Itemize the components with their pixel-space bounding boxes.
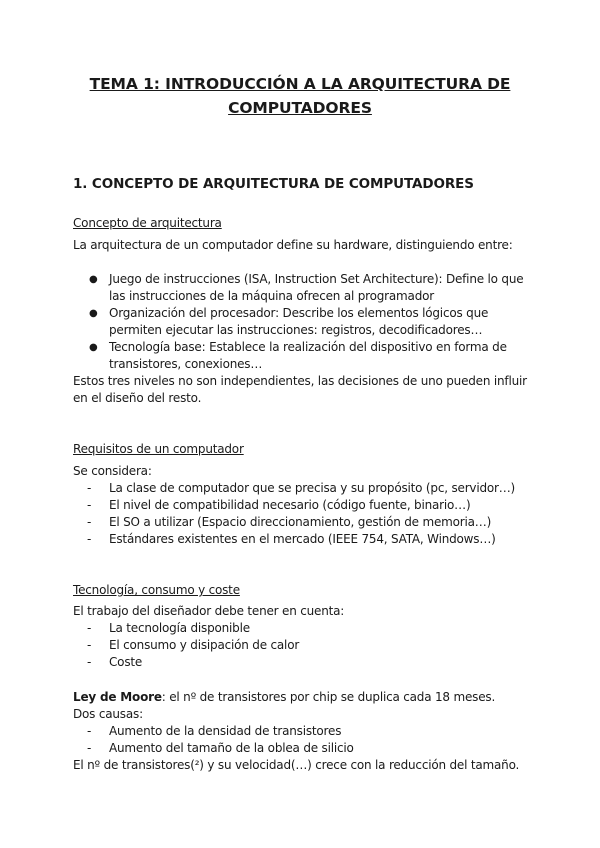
dash-icon: -	[87, 498, 92, 512]
dash-icon: -	[87, 621, 92, 635]
subsection-title-concepto: Concepto de arquitectura	[73, 216, 222, 230]
tecnologia-intro: El trabajo del diseñador debe tener en cuenta:	[73, 604, 345, 618]
list-item: - Aumento del tamaño de la oblea de silicio	[87, 741, 354, 755]
concepto-bullet-list	[73, 271, 533, 373]
dash-icon: -	[87, 638, 92, 652]
subsection-title-tecnologia: Tecnología, consumo y coste	[73, 583, 240, 597]
dash-icon: -	[87, 481, 92, 495]
moore-conclusion: El nº de transistores(²) y su velocidad(…) crece con la reducción del tamaño.	[73, 758, 520, 772]
moore-causes-intro: Dos causas:	[73, 707, 143, 721]
list-item: - El consumo y disipación de calor	[87, 638, 300, 652]
dash-icon: -	[87, 515, 92, 529]
list-item: ● Tecnología base: Establece la realización del dispositivo en forma de transistores, conexiones…	[89, 340, 507, 371]
list-item: - Estándares existentes en el mercado (IEEE 754, SATA, Windows…)	[87, 532, 496, 546]
concepto-outro: Estos tres niveles no son independientes, las decisiones de uno pueden influir en el diseño del resto.	[73, 374, 527, 405]
bullet-icon: ●	[89, 274, 98, 285]
section-heading: 1. CONCEPTO DE ARQUITECTURA DE COMPUTADORES	[73, 176, 474, 192]
dash-icon: -	[87, 532, 92, 546]
moore-definition: : el nº de transistores por chip se duplica cada 18 meses.	[161, 690, 496, 704]
bullet-icon: ●	[89, 308, 98, 319]
list-item: - Coste	[87, 655, 143, 669]
bullet-icon: ●	[89, 342, 98, 353]
dash-icon: -	[87, 741, 92, 755]
list-item: - La clase de computador que se precisa y su propósito (pc, servidor…)	[87, 481, 516, 495]
list-item: ● Organización del procesador: Describe los elementos lógicos que permiten ejecutar las instrucciones: registros, decodificadores…	[89, 306, 489, 337]
list-item: - La tecnología disponible	[87, 621, 250, 635]
requisitos-intro: Se considera:	[73, 464, 152, 478]
list-item: - El SO a utilizar (Espacio direccionamiento, gestión de memoria…)	[87, 515, 492, 529]
list-item: - Aumento de la densidad de transistores	[87, 724, 342, 738]
concepto-intro: La arquitectura de un computador define su hardware, distinguiendo entre:	[73, 238, 513, 252]
list-item: - El nivel de compatibilidad necesario (código fuente, binario…)	[87, 498, 471, 512]
dash-icon: -	[87, 724, 92, 738]
moore-term: Ley de Moore	[73, 690, 162, 704]
moore-causes-list	[73, 723, 533, 757]
document-title: TEMA 1: INTRODUCCIÓN A LA ARQUITECTURA DE COMPUTADORES	[89, 75, 511, 117]
subsection-title-requisitos: Requisitos de un computador	[73, 442, 244, 456]
requisitos-list	[73, 480, 533, 548]
dash-icon: -	[87, 655, 92, 669]
list-item: ● Juego de instrucciones (ISA, Instruction Set Architecture): Define lo que las instrucciones de la máquina ofrecen al programador	[89, 272, 524, 303]
moore-paragraph	[73, 689, 533, 706]
tecnologia-list	[73, 620, 533, 671]
